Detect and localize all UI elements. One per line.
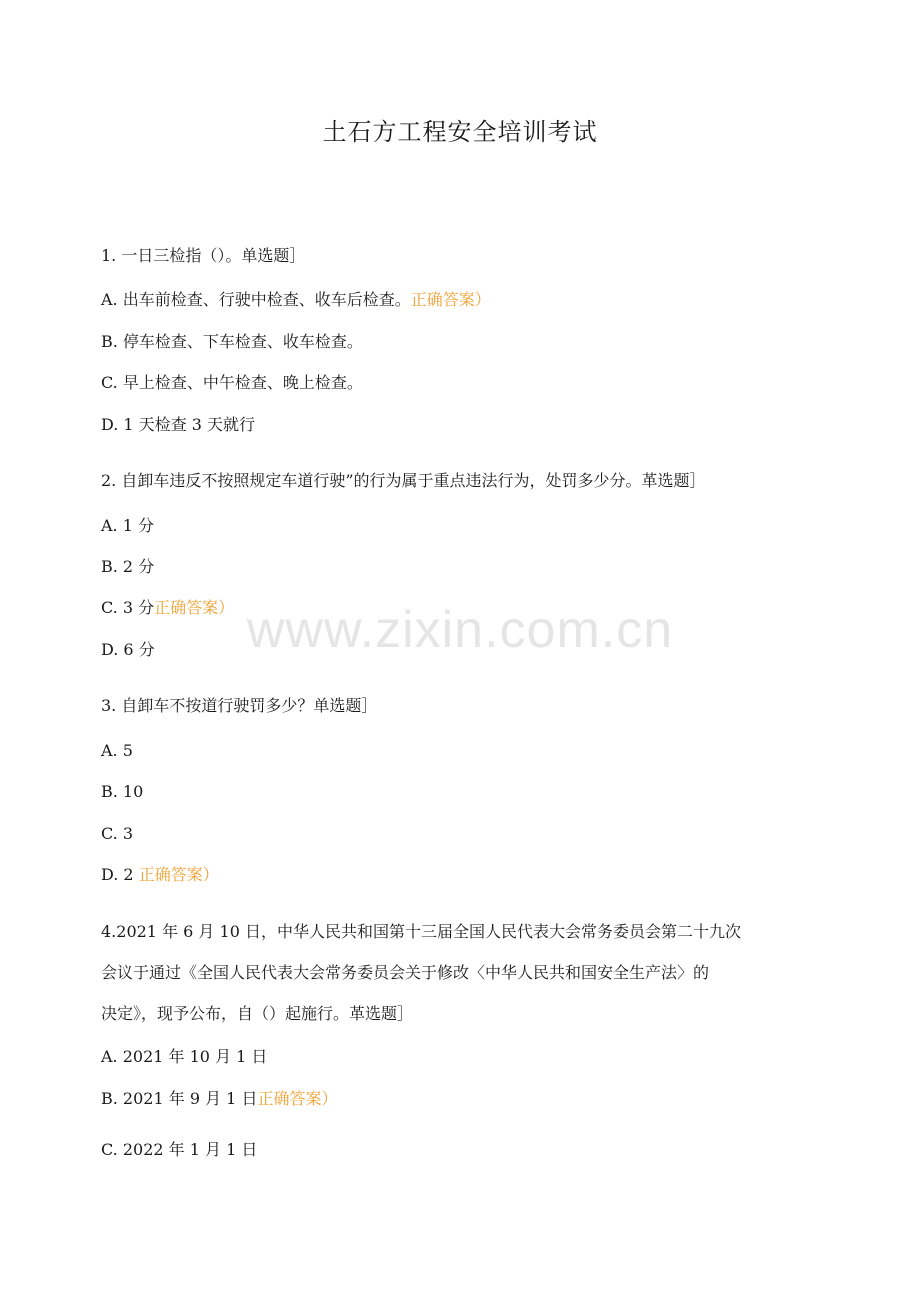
question-2-option-c	[101, 596, 234, 620]
question-2-option-d: D. 6 分	[101, 640, 155, 659]
question-3-stem: 3. 自卸车不按道行驶罚多少？单选题］	[101, 696, 378, 715]
correct-answer-mark: 正确答案）	[410, 290, 491, 309]
document-title: 土石方工程安全培训考试	[322, 118, 598, 146]
question-3-option-b: B. 10	[101, 782, 144, 801]
question-4-option-c: C. 2022 年 1 月 1 日	[101, 1140, 258, 1159]
question-1-stem: 1. 一日三检指（）。单选题］	[101, 246, 306, 265]
question-4-option-a: A. 2021 年 10 月 1 日	[101, 1047, 268, 1066]
question-3-option-d	[101, 863, 219, 887]
question-3-option-c: C. 3	[101, 824, 134, 843]
question-2-option-a: A. 1 分	[101, 516, 154, 535]
correct-answer-mark: 正确答案）	[138, 865, 219, 884]
question-4-stem-line-3: 决定》，现予公布，自（）起施行。革选题］	[101, 1004, 414, 1023]
question-1-option-a	[101, 288, 491, 312]
question-2-stem: 2. 自卸车违反不按照规定车道行驶”的行为属于重点违法行为，处罚多少分。革选题］	[101, 471, 706, 490]
question-1-option-b: B. 停车检查、下车检查、收车检查。	[101, 332, 363, 351]
correct-answer-mark: 正确答案）	[257, 1089, 338, 1108]
option-text: C. 3 分	[101, 598, 155, 617]
question-2-option-b: B. 2 分	[101, 557, 155, 576]
correct-answer-mark: 正确答案）	[154, 598, 235, 617]
question-4-stem-line-2: 会议于通过《全国人民代表大会常务委员会关于修改〈中华人民共和国安全生产法〉的	[101, 963, 710, 982]
question-1-option-c: C. 早上检查、中午检查、晚上检查。	[101, 373, 363, 392]
question-3-option-a: A. 5	[101, 741, 133, 760]
option-text: B. 2021 年 9 月 1 日	[101, 1089, 258, 1108]
option-text: A. 出车前检查、行驶中检查、收车后检查。	[101, 290, 411, 309]
option-text: D. 2	[101, 865, 139, 884]
watermark: www.zixin.com.cn	[246, 601, 674, 659]
question-1-option-d: D. 1 天检查 3 天就行	[101, 415, 256, 434]
question-4-stem-line-1: 4.2021 年 6 月 10 日，中华人民共和国第十三届全国人民代表大会常务委员会第二十九次	[101, 922, 741, 941]
question-4-option-b	[101, 1087, 337, 1111]
